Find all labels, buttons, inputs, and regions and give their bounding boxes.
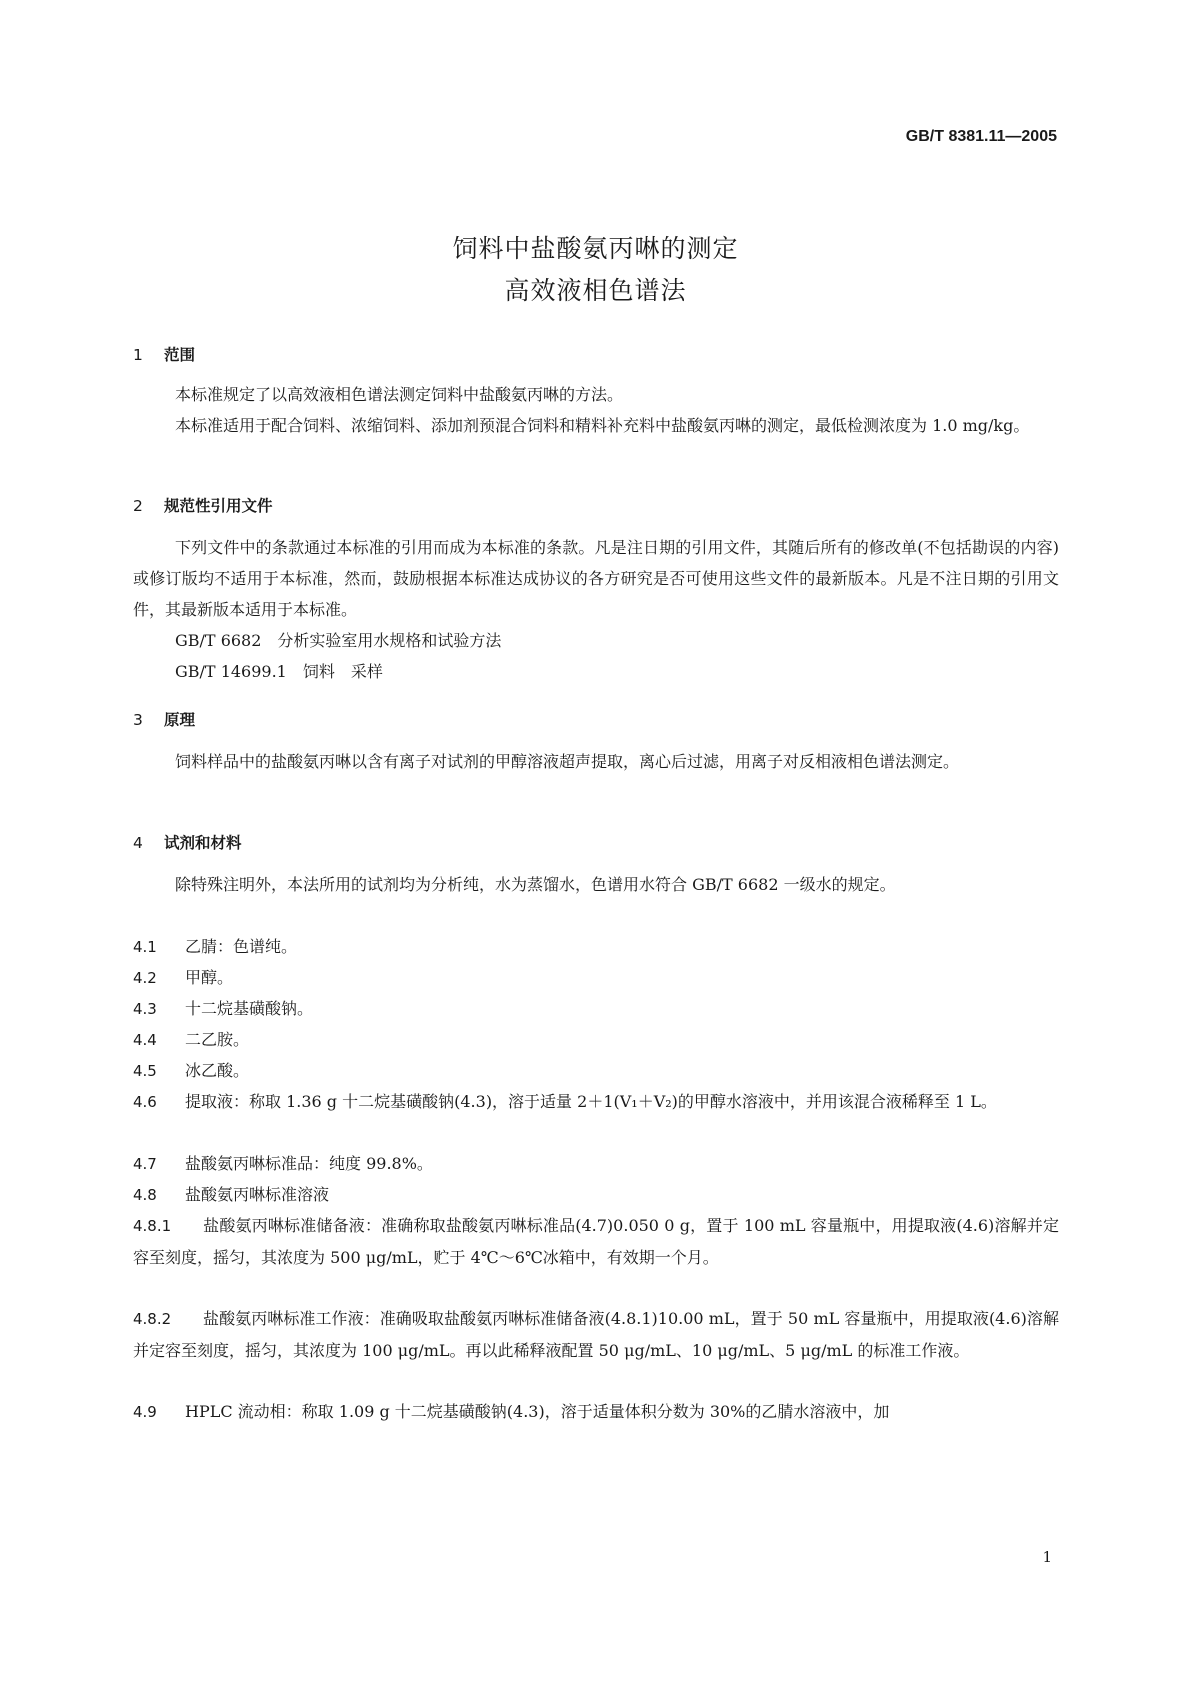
item-number: 4.4 [133, 1031, 157, 1049]
page-number: 1 [1042, 1548, 1052, 1566]
section-title: 原理 [164, 711, 196, 729]
section-number: 3 [133, 711, 143, 729]
item-number: 4.8.2 [133, 1310, 172, 1328]
item-number: 4.8 [133, 1186, 157, 1204]
list-item [133, 931, 1059, 963]
list-item [133, 1148, 1059, 1180]
item-text: 盐酸氨丙啉标准工作液：准确吸取盐酸氨丙啉标准储备液(4.8.1)10.00 mL，置于 50 mL 容量瓶中，用提取液(4.6)溶解并定容至刻度，摇匀，其浓度为 100 μg/mL。再以此稀释液配置 50 μg/mL、10 μg/mL、5 μg/mL 的标准工作液。 [133, 1309, 1059, 1360]
section-title: 范围 [164, 346, 196, 364]
reference-item: GB/T 6682 分析实验室用水规格和试验方法 [175, 631, 502, 650]
item-number: 4.5 [133, 1062, 157, 1080]
list-item [133, 1055, 1059, 1087]
list-item [133, 1086, 1059, 1118]
list-item [133, 1024, 1059, 1056]
section-number: 2 [133, 497, 143, 515]
item-text: 盐酸氨丙啉标准储备液：准确称取盐酸氨丙啉标准品(4.7)0.050 0 g，置于 100 mL 容量瓶中，用提取液(4.6)溶解并定容至刻度，摇匀，其浓度为 500 μg/mL，贮于 4℃～6℃冰箱中，有效期一个月。 [133, 1216, 1059, 1267]
section-number: 4 [133, 834, 143, 852]
standard-number: GB/T 8381.11—2005 [905, 128, 1057, 145]
section-number: 1 [133, 346, 143, 364]
item-text: 冰乙酸。 [185, 1061, 250, 1080]
item-number: 4.7 [133, 1155, 157, 1173]
paragraph: 本标准适用于配合饲料、浓缩饲料、添加剂预混合饲料和精料补充料中盐酸氨丙啉的测定，最低检测浓度为 1.0 mg/kg。 [175, 416, 1030, 435]
item-text: 提取液：称取 1.36 g 十二烷基磺酸钠(4.3)，溶于适量 2＋1(V₁＋V₂)的甲醇水溶液中，并用该混合液稀释至 1 L。 [185, 1092, 997, 1111]
paragraph: 本标准规定了以高效液相色谱法测定饲料中盐酸氨丙啉的方法。 [175, 385, 624, 404]
item-number: 4.2 [133, 969, 157, 987]
item-text: 盐酸氨丙啉标准溶液 [185, 1185, 330, 1204]
list-item [133, 962, 1059, 994]
item-text: 十二烷基磺酸钠。 [185, 999, 314, 1018]
item-text: HPLC 流动相：称取 1.09 g 十二烷基磺酸钠(4.3)，溶于适量体积分数为 30%的乙腈水溶液中，加 [185, 1402, 890, 1421]
list-item [133, 1210, 1059, 1273]
item-number: 4.3 [133, 1000, 157, 1018]
document-title: 饲料中盐酸氨丙啉的测定 [452, 234, 739, 263]
paragraph: 除特殊注明外，本法所用的试剂均为分析纯，水为蒸馏水，色谱用水符合 GB/T 6682 一级水的规定。 [175, 875, 896, 894]
item-text: 二乙胺。 [185, 1030, 250, 1049]
paragraph: 饲料样品中的盐酸氨丙啉以含有离子对试剂的甲醇溶液超声提取，离心后过滤，用离子对反相液相色谱法测定。 [175, 752, 960, 771]
section-title: 试剂和材料 [164, 834, 242, 852]
item-number: 4.6 [133, 1093, 157, 1111]
item-text: 甲醇。 [185, 968, 234, 987]
item-number: 4.9 [133, 1403, 157, 1421]
reference-item: GB/T 14699.1 饲料 采样 [175, 662, 383, 681]
paragraph: 下列文件中的条款通过本标准的引用而成为本标准的条款。凡是注日期的引用文件，其随后所有的修改单(不包括勘误的内容)或修订版均不适用于本标准，然而，鼓励根据本标准达成协议的各方研究是否可使用这些文件的最新版本。凡是不注日期的引用文件，其最新版本适用于本标准。 [133, 538, 1059, 619]
item-text: 乙腈：色谱纯。 [185, 937, 298, 956]
item-number: 4.8.1 [133, 1217, 172, 1235]
section-title: 规范性引用文件 [164, 497, 273, 515]
section-heading-reagents [133, 831, 242, 853]
item-number: 4.1 [133, 938, 157, 956]
item-text: 盐酸氨丙啉标准品：纯度 99.8%。 [185, 1154, 433, 1173]
document-subtitle: 高效液相色谱法 [504, 276, 687, 305]
list-item [133, 1396, 1059, 1428]
section-heading-principle [133, 708, 195, 730]
list-item [133, 1303, 1059, 1366]
section-heading-scope [133, 343, 195, 365]
list-item [133, 1179, 1059, 1211]
list-item [133, 993, 1059, 1025]
section-heading-normative-references [133, 494, 273, 516]
